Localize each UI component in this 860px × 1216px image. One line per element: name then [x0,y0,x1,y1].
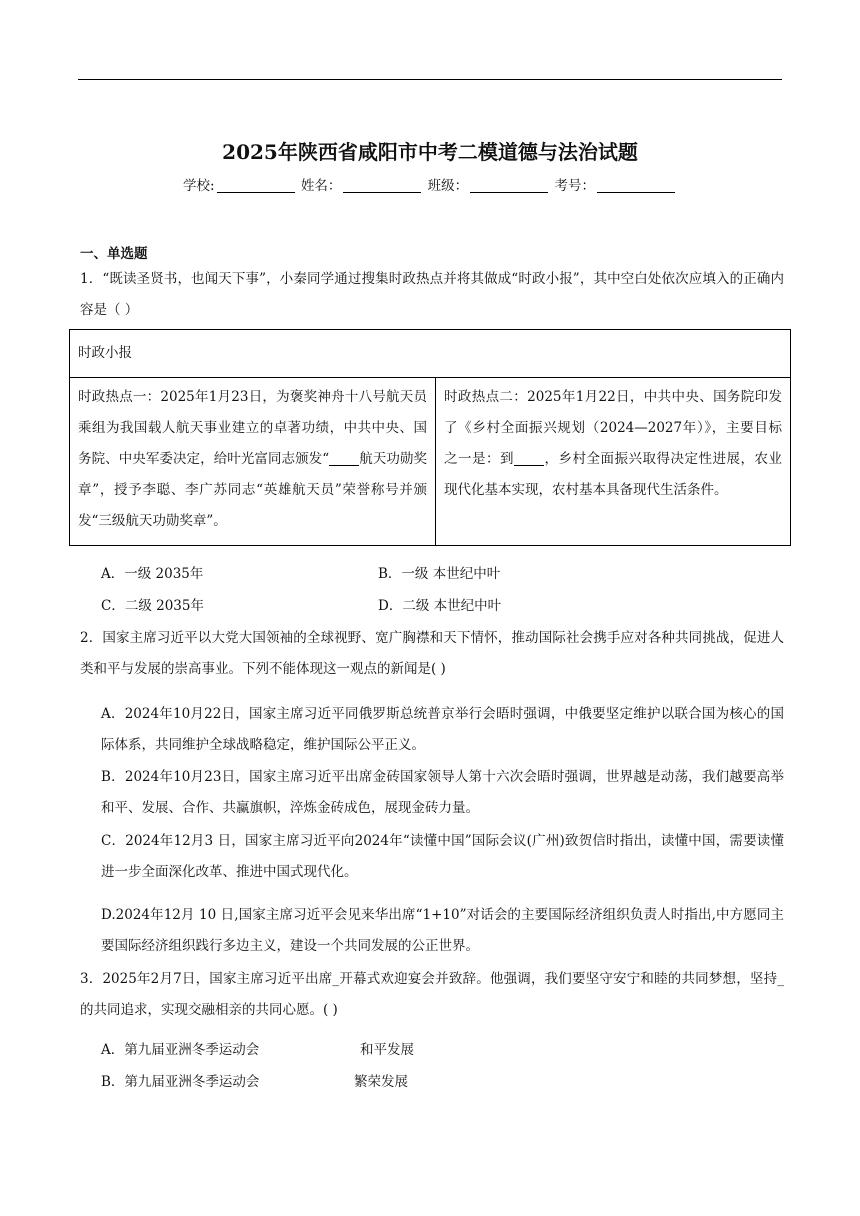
school-label: 学校: [183,178,215,194]
news-table [69,329,791,546]
exam-number-blank [597,178,675,193]
class-label: 班级： [427,178,469,194]
exam-title: 2025年陕西省咸阳市中考二模道德与法治试题 [222,140,638,164]
question-3-stem: 3．2025年2月7日，国家主席习近平出席_开幕式欢迎宴会并致辞。他强调，我们要坚守安宁和睦的共同梦想，坚持_的共同追求，实现交融相亲的共同心愿。( ) [80,971,784,1018]
q3-option-b-value: 繁荣发展 [354,1074,408,1090]
student-info-line [0,174,860,194]
q2-option-a: A．2024年10月22日，国家主席习近平同俄罗斯总统普京举行会晤时强调，中俄要坚定维护以联合国为核心的国际体系，共同维护全球战略稳定，维护国际公平正义。 [101,706,784,753]
exam-number-label: 考号： [554,178,595,194]
section-title: 一、单选题 [80,246,148,262]
school-blank [217,178,295,193]
news-item-2: 时政热点二：2025年1月22日，中共中央、国务院印发了《乡村全面振兴规划（2024—2027年）》，主要目标之一是：到 ，乡村全面振兴取得决定性进展，农业现代化基本实现，农村基本具备现代生活条件。 [436,378,791,546]
name-blank [343,178,421,193]
question-2-stem: 2．国家主席习近平以大党大国领袖的全球视野、宽广胸襟和天下情怀，推动国际社会携手应对各种共同挑战，促进人类和平与发展的崇高事业。下列不能体现这一观点的新闻是( ) [80,630,784,677]
q3-option-a-label: A．第九届亚洲冬季运动会 [101,1042,260,1058]
header-rule [78,79,782,80]
q2-option-d: D.2024年12月 10 日,国家主席习近平会见来华出席“1+10”对话会的主要国际经济组织负责人时指出,中方愿同主要国际经济组织践行多边主义，建设一个共同发展的公正世界。 [101,907,784,954]
q2-option-b: B．2024年10月23日，国家主席习近平出席金砖国家领导人第十六次会晤时强调，世界越是动荡，我们越要高举和平、发展、合作、共赢旗帜，淬炼金砖成色，展现金砖力量。 [101,769,784,816]
name-label: 姓名： [300,178,342,194]
q1-option-a: A．一级 2035年 [101,566,204,582]
question-1-stem: 1．“既读圣贤书，也闻天下事”，小秦同学通过搜集时政热点并将其做成“时政小报”，其中空白处依次应填入的正确内容是（ ） [80,271,784,318]
blank-2 [514,451,544,466]
news-item-1: 时政热点一：2025年1月23日，为褒奖神舟十八号航天员乘组为我国载人航天事业建立的卓著功绩，中共中央、国务院、中央军委决定，给叶光富同志颁发“ 航天功勋奖章”，授予李聪、李广苏同志“英雄航天员”荣誉称号并颁发“三级航天功勋奖章”。 [70,378,436,546]
q1-option-b: B．一级 本世纪中叶 [378,566,501,582]
q3-option-b-label: B．第九届亚洲冬季运动会 [101,1074,260,1090]
blank-1 [329,451,359,466]
q2-option-c: C．2024年12月3 日，国家主席习近平向2024年“读懂中国”国际会议(广州)致贺信时指出，读懂中国，需要读懂进一步全面深化改革、推进中国式现代化。 [101,833,784,880]
q3-option-a-value: 和平发展 [360,1042,414,1058]
q1-option-d: D．二级 本世纪中叶 [378,598,502,614]
news-table-title: 时政小报 [70,330,791,378]
class-blank [470,178,548,193]
q1-option-c: C．二级 2035年 [101,598,204,614]
